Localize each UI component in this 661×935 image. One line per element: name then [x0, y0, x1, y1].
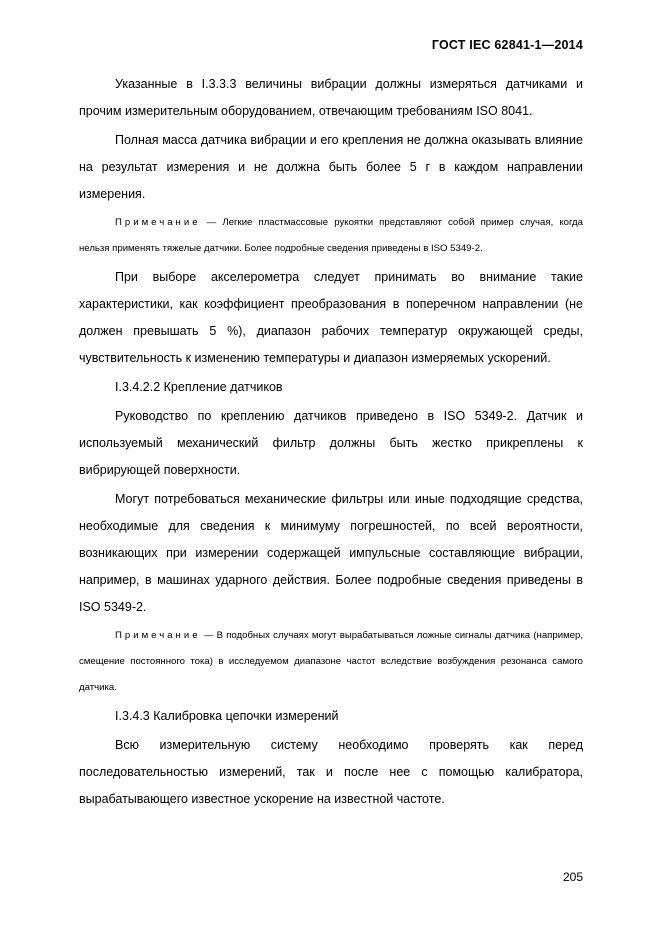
paragraph-mechanical-filters: Могут потребоваться механические фильтры или иные подходящие средства, необходимые для сведения к минимуму погрешностей, по всей вероятности, возникающих при измерении содержащей импульсные составляющие вибрации, например, в машинах ударного действия. Более подробные сведения приведены в ISO 5349-2. [79, 492, 583, 614]
document-code-header: ГОСТ IEC 62841-1—2014 [431, 38, 583, 52]
note-label: Примечание [115, 217, 201, 228]
section-heading-calibration: I.3.4.3 Калибровка цепочки измерений [115, 709, 339, 723]
document-body [79, 71, 583, 815]
paragraph-calibration-check: Всю измерительную систему необходимо проверять как перед последовательностью измерений, так и после нее с помощью калибратора, вырабатывающего известное ускорение на известной частоте. [79, 738, 583, 806]
paragraph-sensor-mass: Полная масса датчика вибрации и его крепления не должна оказывать влияние на результат измерения и не должна быть более 5 г в каждом направлении измерения. [79, 133, 583, 201]
paragraph-accelerometer-selection: При выборе акселерометра следует принимать во внимание такие характеристики, как коэффициент преобразования в поперечном направлении (не должен превышать 5 %), диапазон рабочих температур окружающей среды, чувствительность к изменению температуры и диапазон измеряемых ускорений. [79, 270, 583, 365]
note-false-signals [79, 623, 583, 701]
paragraph-mounting-guide: Руководство по креплению датчиков приведено в ISO 5349-2. Датчик и используемый механический фильтр должны быть жестко прикреплены к вибрирующей поверхности. [79, 409, 583, 477]
page-number: 205 [562, 870, 583, 884]
section-heading-sensor-mounting: I.3.4.2.2 Крепление датчиков [115, 380, 283, 394]
paragraph-measuring-equipment: Указанные в I.3.3.3 величины вибрации должны измеряться датчиками и прочим измерительным оборудованием, отвечающим требованиям ISO 8041. [79, 77, 583, 118]
note-label: Примечание [115, 630, 201, 641]
note-text: — Легкие пластмассовые рукоятки представляют собой пример случая, когда нельзя применять тяжелые датчики. Более подробные сведения приведены в ISO 5349-2. [79, 217, 583, 254]
note-light-handles [79, 210, 583, 262]
note-text: — В подобных случаях могут вырабатываться ложные сигналы датчика (например, смещение постоянного тока) в исследуемом диапазоне частот вследствие возбуждения резонанса самого датчика. [79, 630, 583, 693]
